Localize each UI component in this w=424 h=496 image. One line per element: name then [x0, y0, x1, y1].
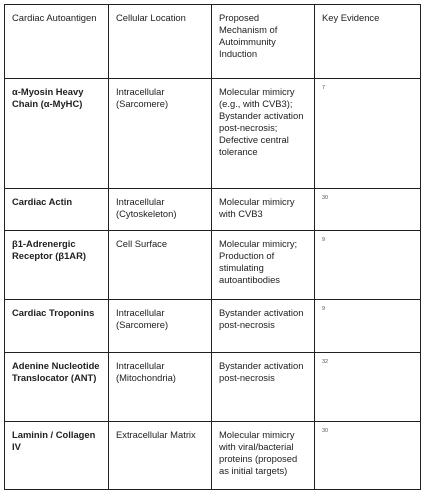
autoantigen-table — [4, 4, 421, 490]
antigen-cell: Laminin / Collagen IV — [5, 422, 109, 490]
evidence-reference-link[interactable]: 30 — [315, 422, 421, 490]
table-row — [5, 353, 421, 422]
table-row — [5, 231, 421, 300]
location-cell: Intracellular (Cytoskeleton) — [109, 189, 212, 231]
antigen-cell: β1-Adrenergic Receptor (β1AR) — [5, 231, 109, 300]
evidence-reference-link[interactable]: 9 — [315, 231, 421, 300]
antigen-cell: Adenine Nucleotide Translocator (ANT) — [5, 353, 109, 422]
antigen-cell: Cardiac Actin — [5, 189, 109, 231]
evidence-reference-link[interactable]: 7 — [315, 79, 421, 189]
mechanism-cell: Molecular mimicry; Production of stimulating autoantibodies — [212, 231, 315, 300]
mechanism-cell: Molecular mimicry with viral/bacterial proteins (proposed as initial targets) — [212, 422, 315, 490]
mechanism-cell: Molecular mimicry (e.g., with CVB3); Bystander activation post-necrosis; Defective central tolerance — [212, 79, 315, 189]
evidence-reference-link[interactable]: 9 — [315, 300, 421, 353]
mechanism-cell: Bystander activation post-necrosis — [212, 353, 315, 422]
table-header-row — [5, 5, 421, 79]
table-row — [5, 189, 421, 231]
location-cell: Extracellular Matrix — [109, 422, 212, 490]
location-cell: Intracellular (Sarcomere) — [109, 79, 212, 189]
location-cell: Cell Surface — [109, 231, 212, 300]
location-cell: Intracellular (Sarcomere) — [109, 300, 212, 353]
table-row — [5, 79, 421, 189]
header-key-evidence: Key Evidence — [315, 5, 421, 79]
antigen-cell: Cardiac Troponins — [5, 300, 109, 353]
location-cell: Intracellular (Mitochondria) — [109, 353, 212, 422]
table-row — [5, 300, 421, 353]
table-row — [5, 422, 421, 490]
mechanism-cell: Molecular mimicry with CVB3 — [212, 189, 315, 231]
mechanism-cell: Bystander activation post-necrosis — [212, 300, 315, 353]
antigen-cell: α-Myosin Heavy Chain (α-MyHC) — [5, 79, 109, 189]
header-cardiac-autoantigen: Cardiac Autoantigen — [5, 5, 109, 79]
evidence-reference-link[interactable]: 30 — [315, 189, 421, 231]
header-cellular-location: Cellular Location — [109, 5, 212, 79]
header-proposed-mechanism: Proposed Mechanism of Autoimmunity Induction — [212, 5, 315, 79]
evidence-reference-link[interactable]: 32 — [315, 353, 421, 422]
